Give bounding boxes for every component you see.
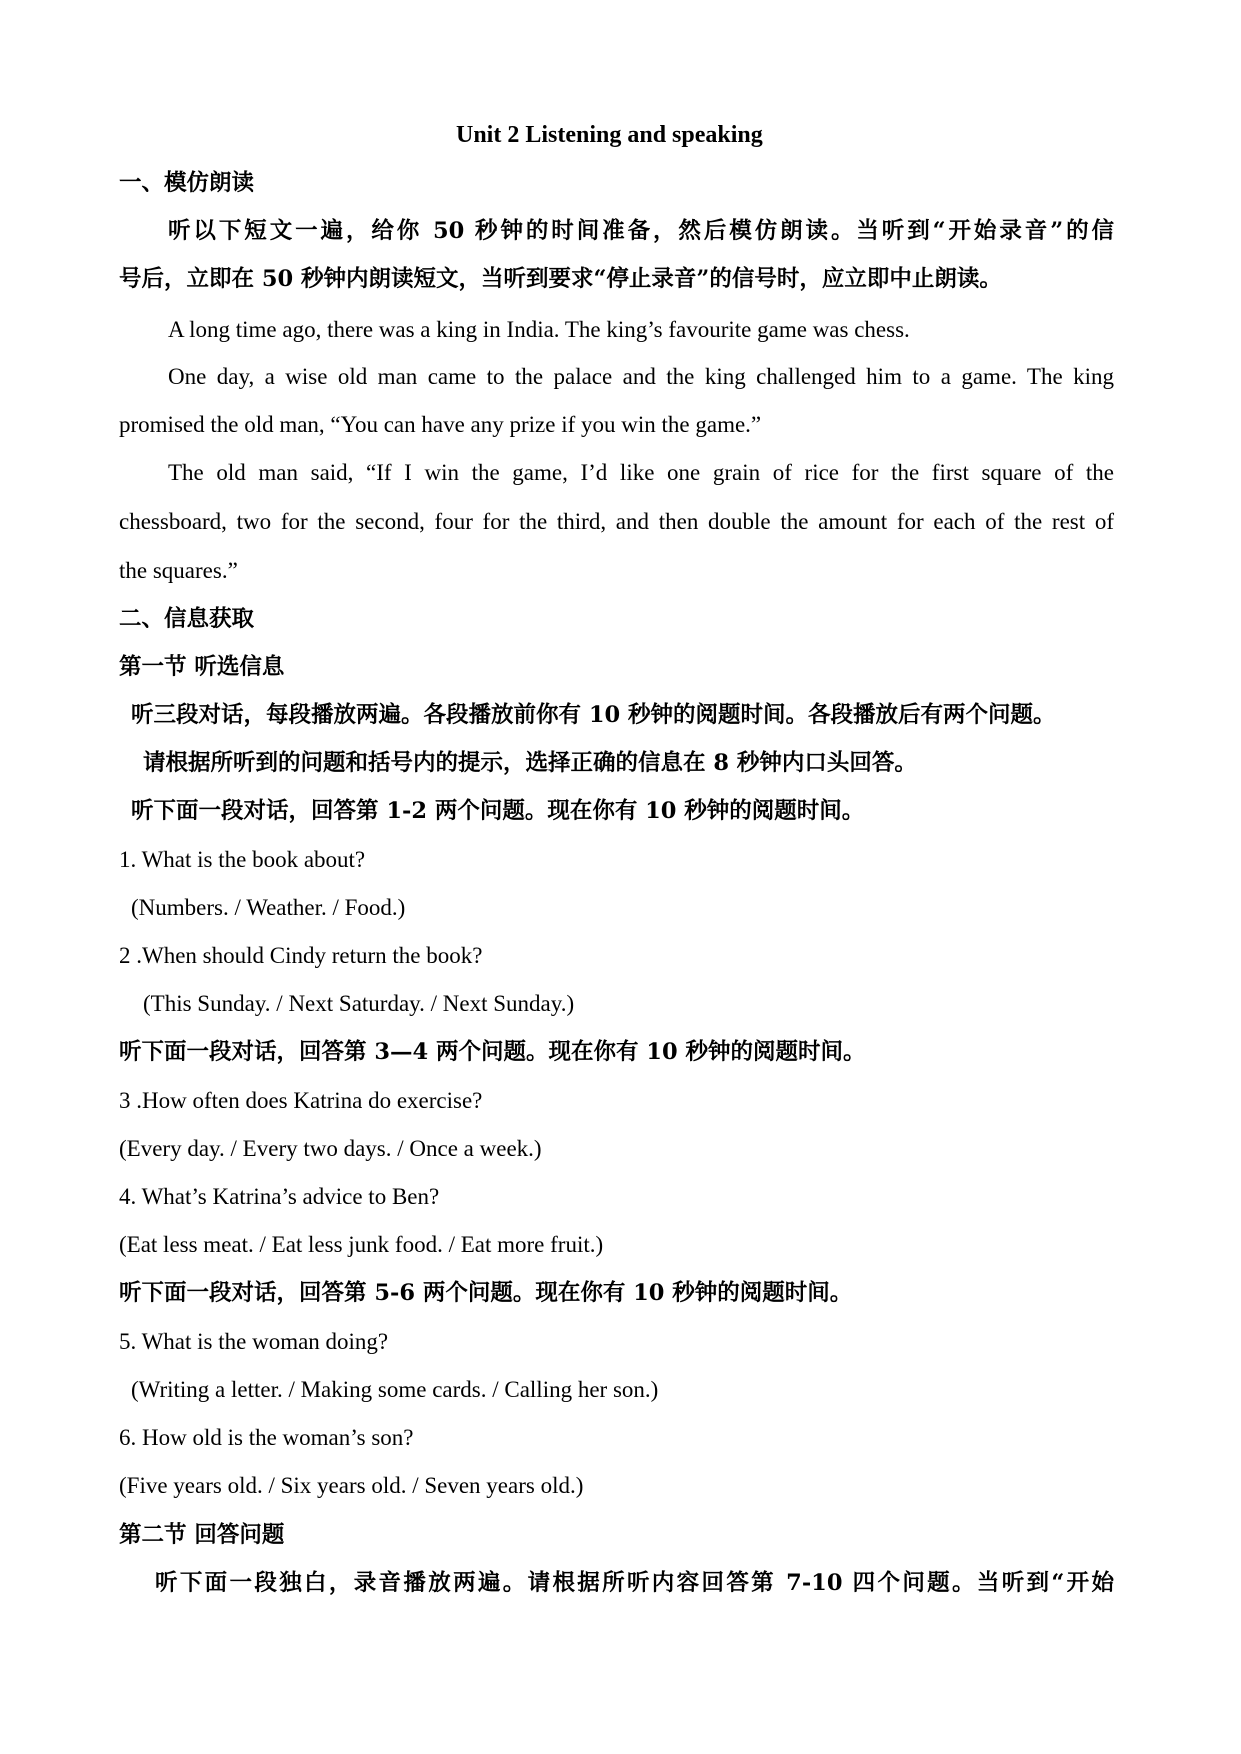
page-title: Unit 2 Listening and speaking (456, 122, 763, 148)
question-2-options: (This Sunday. / Next Saturday. / Next Sunday.) (143, 991, 575, 1016)
part-2-instruction-line-1: 听下面一段独白，录音播放两遍。请根据所听内容回答第 7-10 四个问题。当听到“开始 (155, 1570, 1114, 1596)
question-5-options: (Writing a letter. / Making some cards. / Calling her son.) (131, 1377, 659, 1402)
question-4: 4. What’s Katrina’s advice to Ben? (119, 1184, 440, 1209)
passage-paragraph-2-line-2: promised the old man, “You can have any prize if you win the game.” (119, 412, 762, 437)
passage-paragraph-2-line-1: One day, a wise old man came to the palace and the king challenged him to a game. The king (168, 364, 1114, 389)
question-1-options: (Numbers. / Weather. / Food.) (131, 895, 406, 920)
question-2: 2 .When should Cindy return the book? (119, 943, 483, 968)
question-5: 5. What is the woman doing? (119, 1329, 389, 1354)
part-1-heading: 第一节 听选信息 (119, 654, 285, 680)
part-1-instruction-line-2: 请根据所听到的问题和括号内的提示，选择正确的信息在 8 秒钟内口头回答。 (143, 750, 917, 776)
question-3: 3 .How often does Katrina do exercise? (119, 1088, 483, 1113)
question-6: 6. How old is the woman’s son? (119, 1425, 414, 1450)
question-4-options: (Eat less meat. / Eat less junk food. / Eat more fruit.) (119, 1232, 604, 1257)
section-1-heading: 一、模仿朗读 (119, 170, 255, 196)
passage-paragraph-1: A long time ago, there was a king in India. The king’s favourite game was chess. (168, 317, 910, 342)
passage-paragraph-3-line-1: The old man said, “If I win the game, I’d like one grain of rice for the first square of the (168, 460, 1114, 485)
question-1: 1. What is the book about? (119, 847, 366, 872)
section-2-heading: 二、信息获取 (119, 606, 255, 632)
question-6-options: (Five years old. / Six years old. / Seven years old.) (119, 1473, 584, 1498)
dialog-1-intro: 听下面一段对话，回答第 1-2 两个问题。现在你有 10 秒钟的阅题时间。 (131, 798, 865, 824)
section-1-instruction-line-1: 听以下短文一遍，给你 50 秒钟的时间准备，然后模仿朗读。当听到“开始录音”的信 (168, 218, 1114, 244)
part-2-heading: 第二节 回答问题 (119, 1522, 285, 1548)
part-1-instruction-line-1: 听三段对话，每段播放两遍。各段播放前你有 10 秒钟的阅题时间。各段播放后有两个问题。 (131, 702, 1056, 728)
passage-paragraph-3-line-2: chessboard, two for the second, four for the third, and then double the amount for each of the rest of (119, 509, 1114, 534)
dialog-2-intro: 听下面一段对话，回答第 3—4 两个问题。现在你有 10 秒钟的阅题时间。 (119, 1039, 866, 1065)
question-3-options: (Every day. / Every two days. / Once a week.) (119, 1136, 542, 1161)
passage-paragraph-3-line-3: the squares.” (119, 558, 238, 583)
section-1-instruction-line-2: 号后，立即在 50 秒钟内朗读短文，当听到要求“停止录音”的信号时，应立即中止朗读。 (119, 266, 1002, 292)
dialog-3-intro: 听下面一段对话，回答第 5-6 两个问题。现在你有 10 秒钟的阅题时间。 (119, 1280, 853, 1306)
